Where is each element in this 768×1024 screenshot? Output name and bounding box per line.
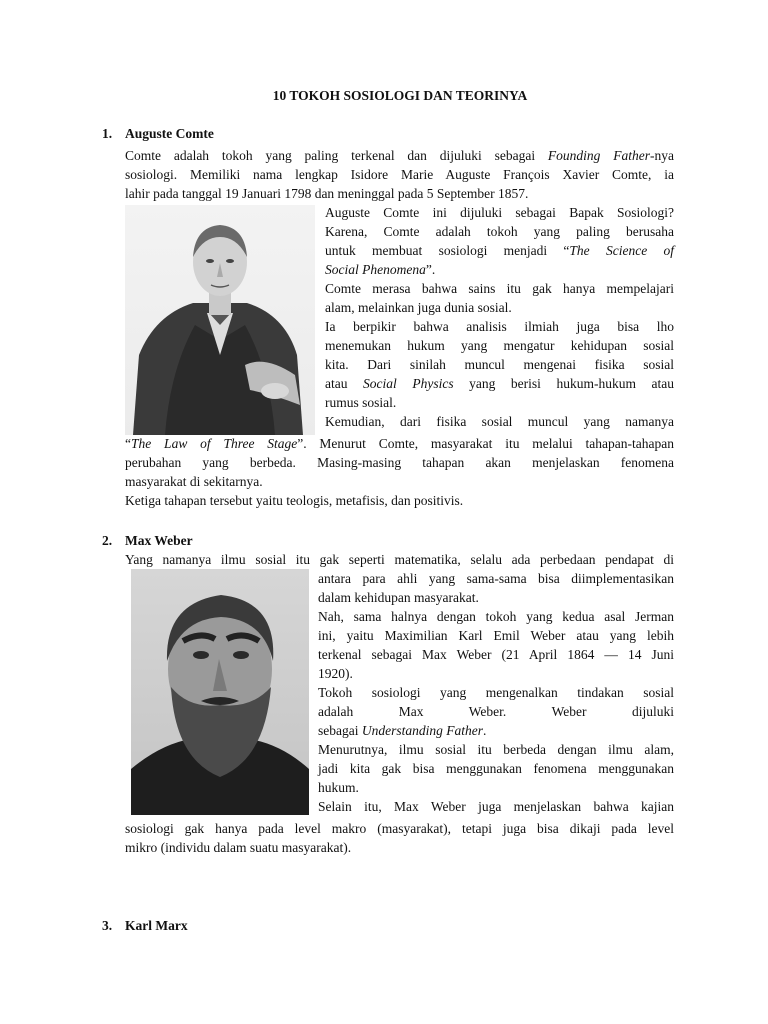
section-number: 2.	[102, 533, 113, 548]
text-line	[318, 740, 674, 759]
section-name: Auguste Comte	[125, 126, 214, 141]
text-run: alam, melainkan juga dunia sosial.	[325, 300, 512, 315]
section-name: Max Weber	[125, 533, 193, 548]
text-line	[125, 184, 674, 203]
text-line	[318, 588, 674, 607]
text-line	[325, 260, 674, 279]
text-run: Kemudian, dari fisika sosial muncul yang namanya	[325, 414, 674, 429]
comte-engraving	[125, 205, 315, 435]
text-line	[325, 393, 674, 412]
text-run: Social Phenomena	[325, 262, 426, 277]
text-run: lahir pada tanggal 19 Januari 1798 dan meninggal pada 5 September 1857.	[125, 186, 529, 201]
text-run: Founding Father	[547, 148, 650, 163]
text-run: sosiologi. Memiliki nama lengkap Isidore Marie Auguste François Xavier Comte, ia	[125, 167, 674, 182]
text-line	[325, 355, 674, 374]
text-line	[318, 683, 674, 702]
text-run: Comte adalah tokoh yang paling terkenal dan dijuluki sebagai	[125, 148, 548, 163]
section-number: 1.	[102, 126, 113, 141]
weber-photo	[131, 569, 309, 815]
text-line	[125, 453, 674, 472]
text-line	[325, 298, 674, 317]
text-line	[325, 374, 674, 393]
text-run: mikro (individu dalam suatu masyarakat).	[125, 840, 352, 855]
text-run: atau	[325, 376, 364, 391]
text-run: ”. Menurut Comte, masyarakat itu melalui tahapan-tahapan	[297, 436, 674, 451]
text-run: adalah Max Weber. Weber dijuluki	[318, 704, 674, 719]
text-run: Selain itu, Max Weber juga menjelaskan bahwa kajian	[318, 799, 674, 814]
text-line	[125, 472, 674, 491]
text-run: perubahan yang berbeda. Masing-masing tahapan akan menjelaskan fenomena	[125, 455, 674, 470]
auguste-comte-portrait	[125, 205, 315, 435]
text-run: ini, yaitu Maximilian Karl Emil Weber atau yang lebih	[318, 628, 674, 643]
text-run: Nah, sama halnya dengan tokoh yang kedua asal Jerman	[318, 609, 674, 624]
text-line	[125, 819, 674, 838]
text-run: -nya	[649, 148, 674, 163]
text-line	[318, 721, 674, 740]
text-run: masyarakat di sekitarnya.	[125, 474, 263, 489]
text-run: “	[125, 436, 131, 451]
text-run: Tokoh sosiologi yang mengenalkan tindakan sosial	[318, 685, 674, 700]
text-run: The Science of	[569, 243, 674, 258]
text-line	[125, 838, 674, 857]
section-heading-comte	[102, 126, 214, 142]
text-line	[318, 778, 674, 797]
section-heading-marx	[102, 918, 188, 934]
text-line	[318, 702, 674, 721]
text-line	[325, 203, 674, 222]
section-heading-weber	[102, 533, 193, 549]
text-line	[125, 550, 674, 569]
text-run: jadi kita gak bisa menggunakan fenomena menggunakan	[318, 761, 674, 776]
text-line	[125, 434, 674, 453]
section-name: Karl Marx	[125, 918, 188, 933]
text-run: antara para ahli yang sama-sama bisa diimplementasikan	[318, 571, 674, 586]
text-run: sosiologi gak hanya pada level makro (masyarakat), tetapi juga bisa dikaji pada level	[125, 821, 674, 836]
text-line	[325, 241, 674, 260]
text-line	[318, 607, 674, 626]
text-line	[318, 569, 674, 588]
text-line	[325, 412, 674, 431]
text-run: Menurutnya, ilmu sosial itu berbeda dengan ilmu alam,	[318, 742, 674, 757]
text-run: Comte merasa bahwa sains itu gak hanya mempelajari	[325, 281, 674, 296]
text-run: rumus sosial.	[325, 395, 397, 410]
text-line	[125, 165, 674, 184]
text-run: hukum.	[318, 780, 359, 795]
text-line	[318, 664, 674, 683]
max-weber-portrait	[131, 569, 309, 815]
text-run: sebagai	[318, 723, 362, 738]
text-line	[325, 336, 674, 355]
text-run: dalam kehidupan masyarakat.	[318, 590, 479, 605]
text-run: Karena, Comte adalah tokoh yang paling berusaha	[325, 224, 674, 239]
text-line	[318, 797, 674, 816]
text-line	[318, 626, 674, 645]
text-run: Understanding Father	[361, 723, 483, 738]
text-line	[325, 222, 674, 241]
text-run: Auguste Comte ini dijuluki sebagai Bapak Sosiologi?	[325, 205, 674, 220]
text-run: The Law of Three Stage	[131, 436, 298, 451]
text-run: kita. Dari sinilah muncul mengenai fisika sosial	[325, 357, 674, 372]
text-run: Ketiga tahapan tersebut yaitu teologis, metafisis, dan positivis.	[125, 493, 464, 508]
text-line	[125, 146, 674, 165]
text-run: 1920).	[318, 666, 353, 681]
text-line	[125, 491, 674, 510]
section-number: 3.	[102, 918, 113, 933]
text-line	[325, 279, 674, 298]
text-line	[325, 317, 674, 336]
text-run: terkenal sebagai Max Weber (21 April 1864 — 14 Juni	[318, 647, 674, 662]
text-run: untuk membuat sosiologi menjadi “	[325, 243, 570, 258]
text-run: ”.	[425, 262, 436, 277]
text-run: Yang namanya ilmu sosial itu gak seperti matematika, selalu ada perbedaan pendapat di	[125, 552, 674, 567]
text-run: yang berisi hukum-hukum atau	[453, 376, 674, 391]
text-line	[318, 645, 674, 664]
document-title: 10 TOKOH SOSIOLOGI DAN TEORINYA	[272, 88, 528, 103]
text-run: Social Physics	[363, 376, 454, 391]
text-run: .	[482, 723, 487, 738]
text-run: menemukan hukum yang mengatur kehidupan sosial	[325, 338, 674, 353]
text-run: Ia berpikir bahwa analisis ilmiah juga bisa lho	[325, 319, 674, 334]
text-line	[318, 759, 674, 778]
